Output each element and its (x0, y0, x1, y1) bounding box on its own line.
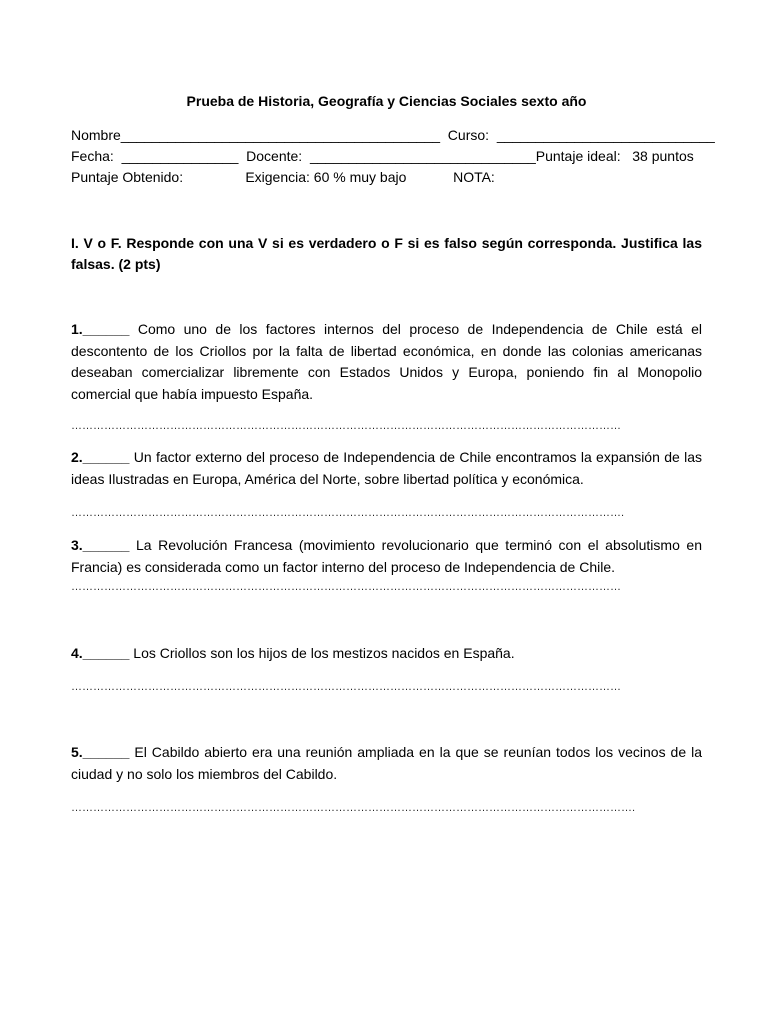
question-5 (71, 742, 702, 785)
question-2-text: Un factor externo del proceso de Independencia de Chile encontramos la expansión de las ideas Ilustradas en Europa, América del Norte, sobre libertad política y económica. (71, 449, 702, 487)
question-3-number: 3.______ (71, 537, 130, 553)
question-4-text: Los Criollos son los hijos de los mestizos nacidos en España. (129, 645, 515, 661)
question-3-answer-line: …………………………………………………………………………………………………………………………………… (71, 581, 621, 593)
question-4 (71, 643, 702, 665)
question-5-text: El Cabildo abierto era una reunión ampliada en la que se reunían todos los vecinos de la ciudad y no solo los miembros del Cabildo. (71, 744, 702, 782)
question-3 (71, 535, 702, 578)
header-name-course-line: Nombre_________________________________________ Curso: ____________________________ (71, 127, 715, 143)
question-4-answer-line: …………………………………………………………………………………………………………………………………… (71, 681, 621, 693)
question-2-answer-line: ……………………………………………………………………………………………………………………………………. (71, 507, 625, 519)
question-2 (71, 447, 702, 490)
question-1-number: 1.______ (71, 321, 130, 337)
question-3-text: La Revolución Francesa (movimiento revolucionario que terminó con el absolutismo en Francia) es considerada como un factor interno del proceso de Independencia de Chile. (71, 537, 702, 575)
header-score-line: Puntaje Obtenido: Exigencia: 60 % muy bajo NOTA: (71, 169, 495, 185)
question-2-number: 2.______ (71, 449, 130, 465)
question-5-number: 5.______ (71, 744, 130, 760)
section-heading: I. V o F. Responde con una V si es verdadero o F si es falso según corresponda. Justifica las falsas. (2 pts) (71, 235, 702, 272)
question-1 (71, 319, 702, 405)
question-5-answer-line: ………………………………………………………………………………………………………………………………………. (71, 802, 636, 814)
header-date-teacher-line: Fecha: _______________ Docente: _____________________________Puntaje ideal: 38 puntos (71, 148, 694, 164)
question-4-number: 4.______ (71, 645, 130, 661)
page-title: Prueba de Historia, Geografía y Ciencias Sociales sexto año (186, 93, 587, 109)
question-1-answer-line: …………………………………………………………………………………………………………………………………… (71, 420, 621, 432)
question-1-text: Como uno de los factores internos del proceso de Independencia de Chile está el descontento de los Criollos por la falta de libertad económica, en donde las colonias americanas deseaban comercializar libremente con Estados Unidos y Europa, poniendo fin al Monopolio comercial que había impuesto España. (71, 321, 702, 402)
